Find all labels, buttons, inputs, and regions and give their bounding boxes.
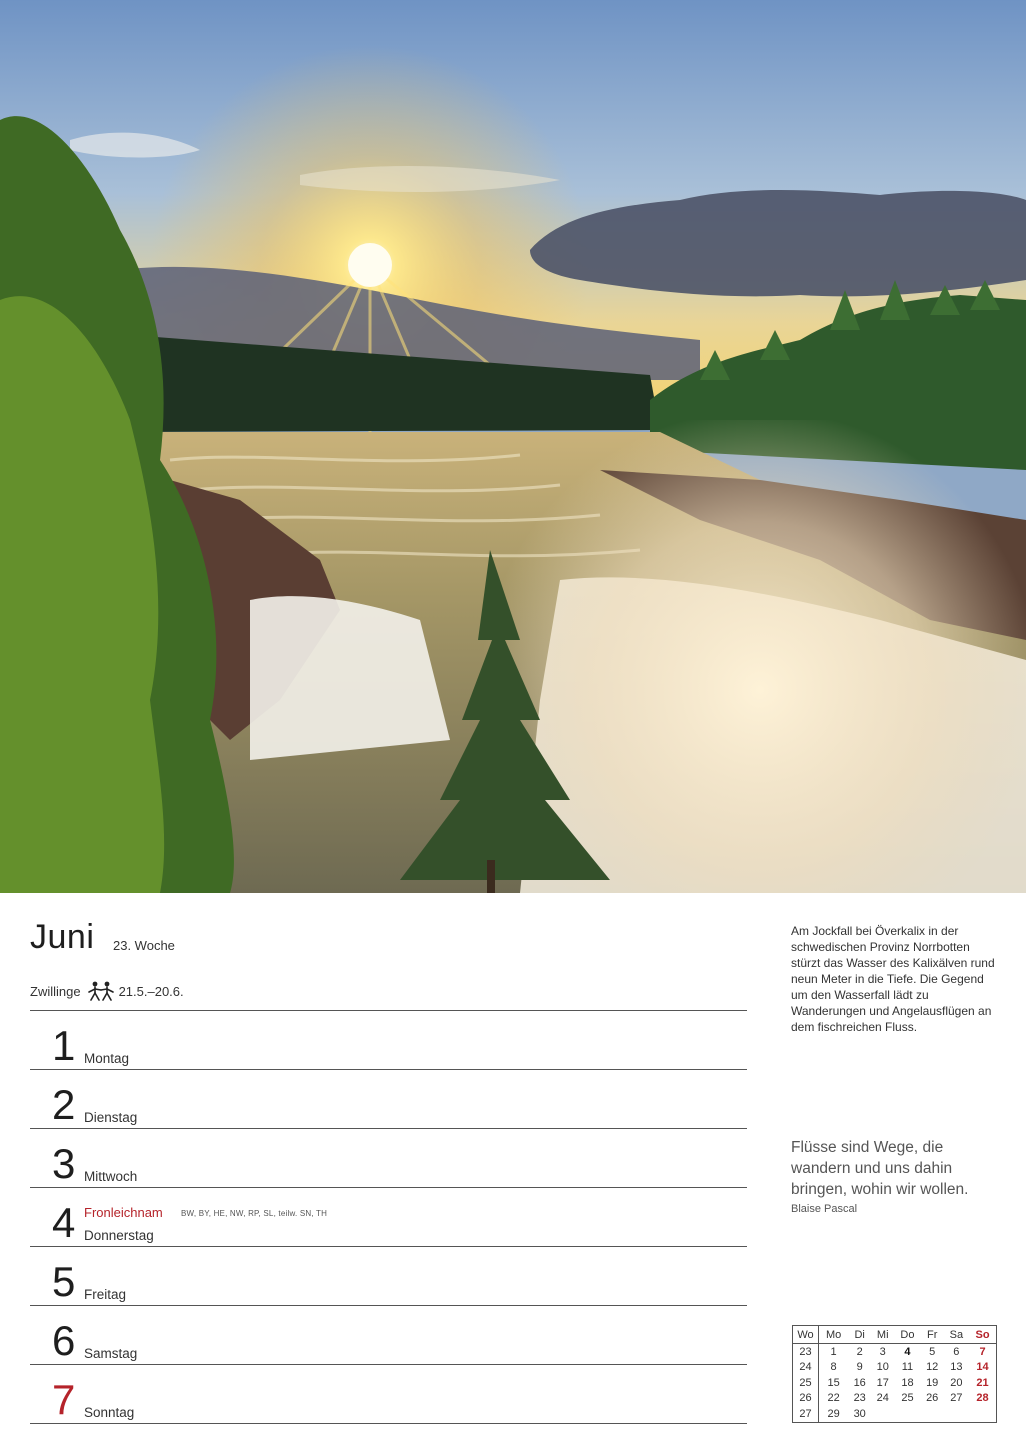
header-cell: So (969, 1326, 996, 1344)
day-number: 6 (52, 1317, 76, 1364)
day-number: 1 (52, 1022, 76, 1069)
date-cell (969, 1406, 996, 1422)
mini-calendar (792, 1325, 997, 1423)
week-cell: 25 (793, 1375, 819, 1391)
holiday-regions: BW, BY, HE, NW, RP, SL, teilw. SN, TH (181, 1209, 328, 1218)
date-cell: 21 (976, 1376, 989, 1389)
day-number: 2 (52, 1081, 76, 1128)
date-cell: 17 (876, 1376, 889, 1389)
week-row (793, 1375, 997, 1391)
date-cell: 4 (904, 1345, 911, 1358)
header-cell: Mo (819, 1326, 849, 1344)
date-cell: 25 (901, 1392, 914, 1405)
weekday-name: Donnerstag (84, 1228, 154, 1243)
zodiac-info (30, 981, 184, 1001)
weekday-name: Freitag (84, 1287, 127, 1302)
date-cell: 1 (830, 1345, 837, 1358)
date-cell: 28 (976, 1392, 989, 1405)
week-cell: 23 (793, 1344, 819, 1360)
date-cell: 2 (856, 1345, 863, 1358)
week-cell: 26 (793, 1391, 819, 1407)
holiday-name: Fronleichnam (84, 1205, 163, 1220)
header-cell: Di (848, 1326, 871, 1344)
day-row (30, 1129, 747, 1188)
month-title: Juni (30, 918, 95, 956)
header-cell: Sa (944, 1326, 969, 1344)
header-cell: Wo (793, 1326, 819, 1344)
date-cell: 5 (929, 1345, 936, 1358)
date-cell: 19 (926, 1376, 939, 1389)
day-row (30, 1188, 747, 1247)
date-cell: 6 (953, 1345, 960, 1358)
header-cell: Mi (871, 1326, 894, 1344)
week-cell: 24 (793, 1360, 819, 1376)
quote-text: Flüsse sind Wege, die wandern und uns dahin bringen, wohin wir wollen. (791, 1139, 969, 1198)
day-list (30, 1010, 747, 1424)
zodiac-name: Zwillinge (30, 983, 81, 999)
week-row (793, 1344, 997, 1360)
date-cell: 30 (853, 1407, 866, 1420)
day-number: 5 (52, 1258, 76, 1305)
date-cell: 3 (879, 1345, 886, 1358)
week-row (793, 1391, 997, 1407)
date-cell: 13 (950, 1361, 963, 1374)
date-cell: 12 (926, 1361, 939, 1374)
photo-caption: Am Jockfall bei Överkalix in der schwedischen Provinz Norrbotten stürzt das Wasser des Kalixälven rund neun Meter in die Tiefe. Die Gegend um den Wasserfall lädt zu Wanderungen und Angelausflügen an dem fischreichen Fluss. (791, 924, 995, 1034)
week-row (793, 1406, 997, 1422)
date-cell (944, 1406, 969, 1422)
day-row (30, 1070, 747, 1129)
date-cell: 9 (856, 1361, 863, 1374)
date-cell: 22 (827, 1392, 840, 1405)
date-cell: 23 (853, 1392, 866, 1405)
quote-author: Blaise Pascal (791, 1203, 858, 1215)
weekday-name: Montag (84, 1051, 130, 1066)
date-cell: 10 (876, 1361, 889, 1374)
date-cell: 20 (950, 1376, 963, 1389)
date-cell: 29 (827, 1407, 840, 1420)
date-cell (921, 1406, 944, 1422)
date-cell: 8 (830, 1361, 837, 1374)
week-number: 23. Woche (113, 938, 175, 953)
date-cell: 27 (950, 1392, 963, 1405)
zodiac-date-range: 21.5.–20.6. (118, 983, 184, 999)
date-cell: 18 (901, 1376, 914, 1389)
day-number: 4 (52, 1199, 76, 1246)
weekday-name: Sonntag (84, 1405, 135, 1420)
date-cell: 26 (926, 1392, 939, 1405)
date-cell: 11 (901, 1361, 914, 1374)
day-row (30, 1247, 747, 1306)
week-row (793, 1360, 997, 1376)
weekday-name: Mittwoch (84, 1169, 138, 1184)
day-row-sunday (30, 1365, 747, 1424)
mini-calendar-header (793, 1326, 997, 1344)
date-cell: 15 (827, 1376, 840, 1389)
week-cell: 27 (793, 1406, 819, 1422)
date-cell: 24 (876, 1392, 889, 1405)
day-number: 7 (52, 1376, 76, 1423)
gemini-twins-icon (87, 981, 115, 1001)
day-number: 3 (52, 1140, 76, 1187)
day-row (30, 1011, 747, 1070)
date-cell: 16 (853, 1376, 866, 1389)
header-cell: Do (894, 1326, 920, 1344)
date-cell: 7 (979, 1345, 986, 1358)
date-cell: 14 (976, 1361, 989, 1374)
date-cell (894, 1406, 920, 1422)
day-row (30, 1306, 747, 1365)
weekday-name: Samstag (84, 1346, 138, 1361)
header-cell: Fr (921, 1326, 944, 1344)
date-cell (871, 1406, 894, 1422)
weekday-name: Dienstag (84, 1110, 138, 1125)
